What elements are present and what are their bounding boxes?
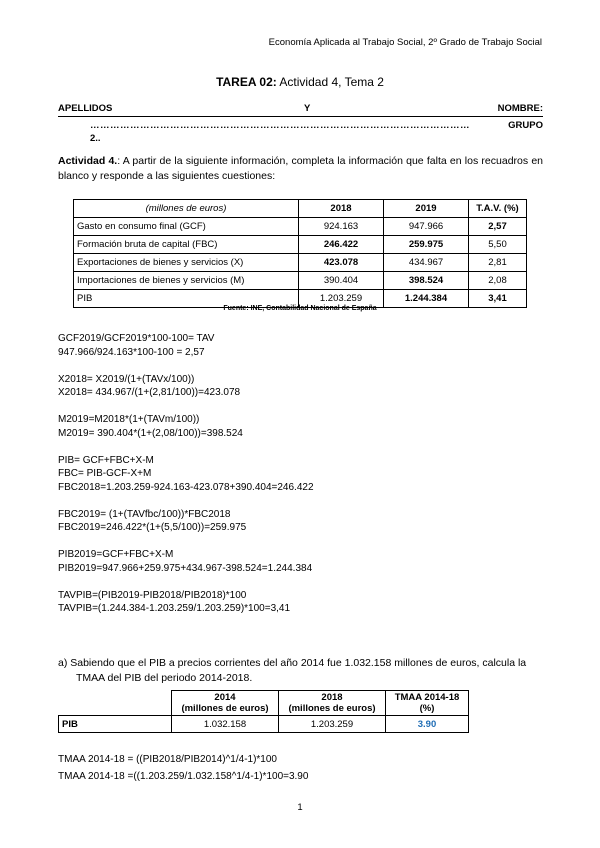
calc-line: [58, 400, 314, 414]
table-header: (millones de euros): [74, 200, 299, 218]
table-cell: Exportaciones de bienes y servicios (X): [74, 254, 299, 272]
title-rest: Actividad 4, Tema 2: [276, 75, 384, 89]
activity-text: : A partir de la siguiente información, completa la información que falta en los recuadros en blanco y responde a las siguientes cuestiones:: [58, 155, 544, 182]
calc-line: [58, 535, 314, 549]
table-cell: 2,57: [469, 218, 527, 236]
pib-header-tmaa-unit: (%): [419, 703, 435, 714]
table-cell: 5,50: [469, 236, 527, 254]
table-cell: 924.163: [299, 218, 384, 236]
page-number: 1: [297, 802, 303, 813]
macro-table: [73, 199, 527, 308]
table-cell: 3,41: [469, 290, 527, 308]
table-cell: 434.967: [384, 254, 469, 272]
dotted-line: ……………………………………………………………………………………………………: [90, 120, 470, 131]
pib-header-2018-unit: (millones de euros): [288, 703, 376, 714]
table-row: [59, 716, 469, 733]
table-cell: 947.966: [384, 218, 469, 236]
grupo-label: GRUPO: [508, 120, 543, 131]
student-fields: [58, 103, 543, 144]
table-cell: 2,08: [469, 272, 527, 290]
calc-line: FBC= PIB-GCF-X+M: [58, 468, 152, 479]
question-a: [58, 656, 543, 686]
table-cell: 246.422: [299, 236, 384, 254]
table-row: [74, 254, 527, 272]
calc-line: [58, 359, 314, 373]
pib-header-2014-year: 2014: [214, 692, 236, 703]
page-title: [0, 75, 600, 89]
table-cell: 390.404: [299, 272, 384, 290]
pib-row-label: PIB: [59, 716, 172, 733]
apellidos-label: APELLIDOS: [58, 103, 113, 114]
calc-line: 947.966/924.163*100-100 = 2,57: [58, 346, 205, 358]
table-header-row: [74, 200, 527, 218]
y-label: Y: [304, 103, 311, 114]
activity-label: Actividad 4.: [58, 155, 118, 167]
calc-line: PIB2019=GCF+FBC+X-M: [58, 549, 174, 560]
table-source: Fuente: INE, Contabilidad Nacional de España: [223, 305, 377, 312]
course-header: Economía Aplicada al Trabajo Social, 2º Grado de Trabajo Social: [268, 37, 542, 48]
activity-intro: [58, 154, 543, 184]
calc-line: M2019= 390.404*(1+(2,08/100))=398.524: [58, 427, 243, 439]
final-calc-line: TMAA 2014-18 =((1.203.259/1.032.158^1/4-1)*100=3.90: [58, 771, 309, 782]
table-cell: 423.078: [299, 254, 384, 272]
table-cell: 1.244.384: [384, 290, 469, 308]
table-cell: 259.975: [384, 236, 469, 254]
table-cell: Formación bruta de capital (FBC): [74, 236, 299, 254]
calc-line: X2018= 434.967/(1+(2,81/100))=423.078: [58, 387, 241, 398]
table-header: 2019: [384, 200, 469, 218]
nombre-label: NOMBRE:: [497, 103, 543, 114]
final-calculation: [58, 751, 308, 785]
pib-header-tmaa-label: TMAA 2014-18: [394, 692, 460, 703]
calc-line: TAVPIB=(1.244.384-1.203.259/1.203.259)*100=3,41: [58, 603, 291, 614]
calculations-block: [58, 332, 314, 616]
pib-header-2018: [279, 691, 386, 716]
table-cell: Gasto en consumo final (GCF): [74, 218, 299, 236]
pib-header-2018-year: 2018: [321, 692, 343, 703]
pib-header-tmaa: [386, 691, 469, 716]
calc-line: [58, 494, 314, 508]
calc-line: FBC2019= (1+(TAVfbc/100))*FBC2018: [58, 508, 231, 520]
calc-line: M2019=M2018*(1+(TAVm/100)): [58, 414, 200, 425]
final-calc-line: TMAA 2014-18 = ((PIB2018/PIB2014)^1/4-1)*100: [58, 754, 277, 765]
grupo-value: 2..: [90, 133, 101, 144]
table-cell: PIB: [74, 290, 299, 308]
calc-line: PIB2019=947.966+259.975+434.967-398.524=1.244.384: [58, 562, 313, 574]
calc-line: [58, 575, 314, 589]
table-cell: 398.524: [384, 272, 469, 290]
calc-line: GCF2019/GCF2019*100-100= TAV: [58, 333, 215, 344]
pib-2018-value: 1.203.259: [279, 716, 386, 733]
table-cell: 2,81: [469, 254, 527, 272]
tmaa-value: 3.90: [386, 716, 469, 733]
pib-table: [58, 690, 469, 733]
table-header: T.A.V. (%): [469, 200, 527, 218]
calc-line: X2018= X2019/(1+(TAVx/100)): [58, 373, 195, 385]
pib-2014-value: 1.032.158: [172, 716, 279, 733]
calc-line: FBC2018=1.203.259-924.163-423.078+390.404=246.422: [58, 481, 314, 493]
calc-line: [58, 440, 314, 454]
calc-line: FBC2019=246.422*(1+(5,5/100))=259.975: [58, 522, 247, 533]
pib-header-2014-unit: (millones de euros): [181, 703, 269, 714]
question-a-text: a) Sabiendo que el PIB a precios corrientes del año 2014 fue 1.032.158 millones de euros, calcula la TMAA del PIB del periodo 2014-2018.: [58, 657, 527, 684]
calc-line: PIB= GCF+FBC+X-M: [58, 454, 154, 466]
table-row: [74, 236, 527, 254]
pib-header-row: [59, 691, 469, 716]
title-bold: TAREA 02:: [216, 75, 277, 89]
table-header: 2018: [299, 200, 384, 218]
empty-cell: [59, 691, 172, 716]
pib-header-2014: [172, 691, 279, 716]
calc-line: TAVPIB=(PIB2019-PIB2018/PIB2018)*100: [58, 589, 247, 601]
table-cell: 1.203.259: [299, 290, 384, 308]
table-row: [74, 272, 527, 290]
table-row: [74, 218, 527, 236]
table-cell: Importaciones de bienes y servicios (M): [74, 272, 299, 290]
